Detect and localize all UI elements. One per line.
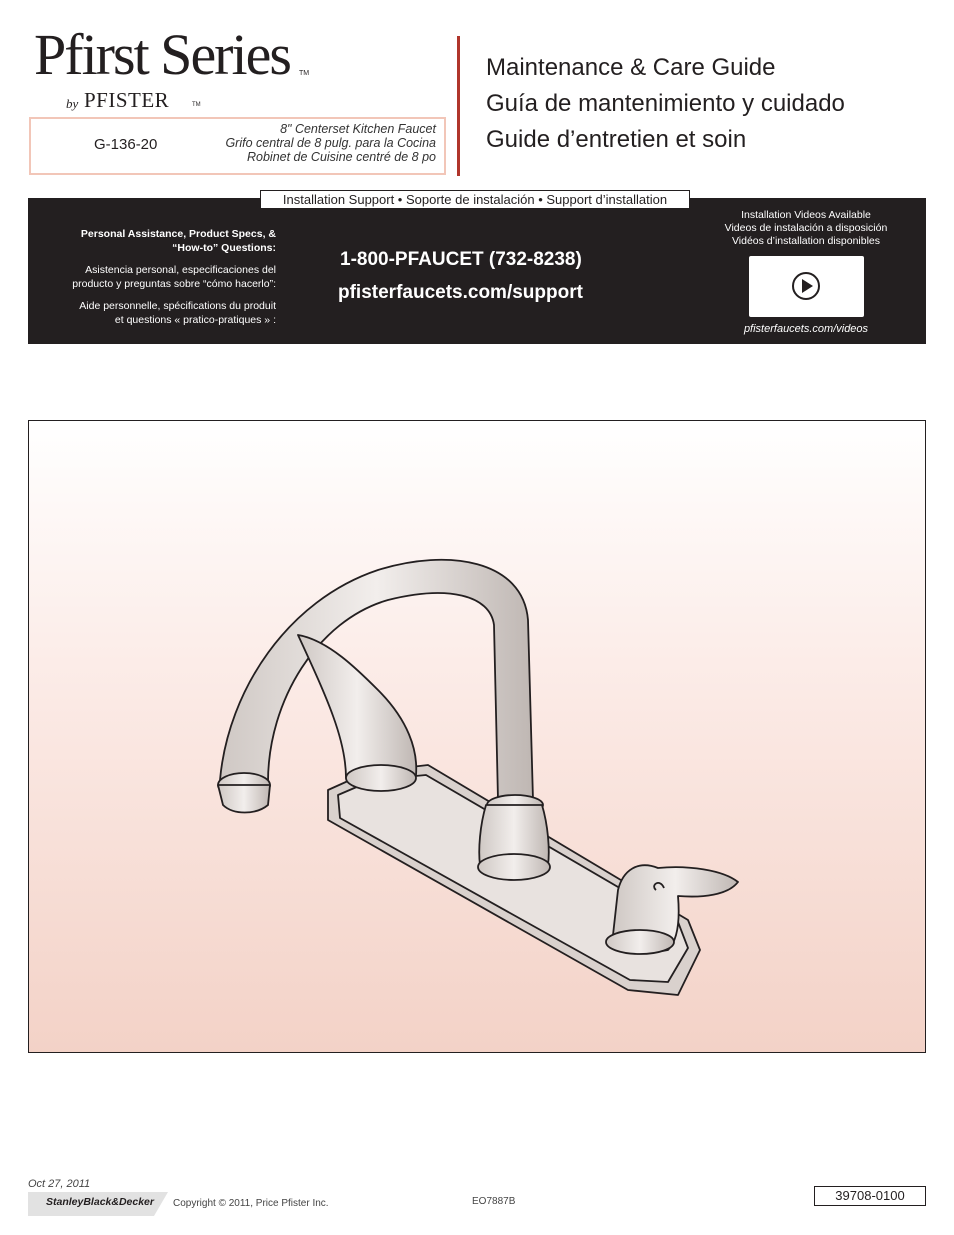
faucet-illustration <box>28 420 926 1053</box>
play-icon[interactable] <box>791 271 821 301</box>
title-fr: Guide d’entretien et soin <box>486 126 747 153</box>
videos-text-en: Installation Videos Available <box>741 209 871 221</box>
videos-available-text <box>700 209 912 248</box>
help-en-line1: Personal Assistance, Product Specs, & <box>80 228 276 240</box>
footer-code: EO7887B <box>472 1196 516 1207</box>
support-tab-label: Installation Support • Soporte de instalación • Support d’installation <box>260 190 690 209</box>
model-number: G-136-20 <box>94 136 158 153</box>
title-es: Guía de mantenimiento y cuidado <box>486 90 845 117</box>
logo-brand: PFISTER <box>84 88 170 112</box>
help-es-line1: Asistencia personal, especificaciones del <box>85 264 276 276</box>
help-fr-line2: et questions « pratico-pratiques » : <box>114 313 276 326</box>
guide-titles <box>486 50 845 158</box>
logo-by: by <box>66 96 79 111</box>
videos-url: pfisterfaucets.com/videos <box>743 323 869 335</box>
footer-brand: StanleyBlack&Decker <box>46 1196 154 1208</box>
support-phone: 1-800-PFAUCET (732-8238) <box>340 249 582 270</box>
logo-series-name: Pfirst Series <box>34 22 290 87</box>
footer-copyright: Copyright © 2011, Price Pfister Inc. <box>173 1198 329 1209</box>
model-description-fr: Robinet de Cuisine centré de 8 po <box>246 150 436 164</box>
help-fr-line1: Aide personnelle, spécifications du produit <box>79 300 276 312</box>
model-description-en: 8" Centerset Kitchen Faucet <box>280 122 436 136</box>
help-es-line2: producto y preguntas sobre “cómo hacerlo”: <box>72 277 276 290</box>
footer-part-number: 39708-0100 <box>814 1186 926 1206</box>
help-en-line2: “How-to” Questions: <box>172 241 276 254</box>
logo-trademark: TM <box>299 70 310 77</box>
logo-brand-trademark: TM <box>192 102 201 108</box>
help-text <box>72 228 276 336</box>
model-description <box>225 122 436 164</box>
model-description-es: Grifo central de 8 pulg. para la Cocina <box>225 136 436 150</box>
videos-text-fr: Vidéos d’installation disponibles <box>731 235 881 247</box>
footer-date: Oct 27, 2011 <box>28 1178 91 1190</box>
header-divider <box>457 36 460 176</box>
videos-text-es: Videos de instalación a disposición <box>724 222 888 234</box>
support-website: pfisterfaucets.com/support <box>338 282 583 303</box>
title-en: Maintenance & Care Guide <box>486 54 776 81</box>
